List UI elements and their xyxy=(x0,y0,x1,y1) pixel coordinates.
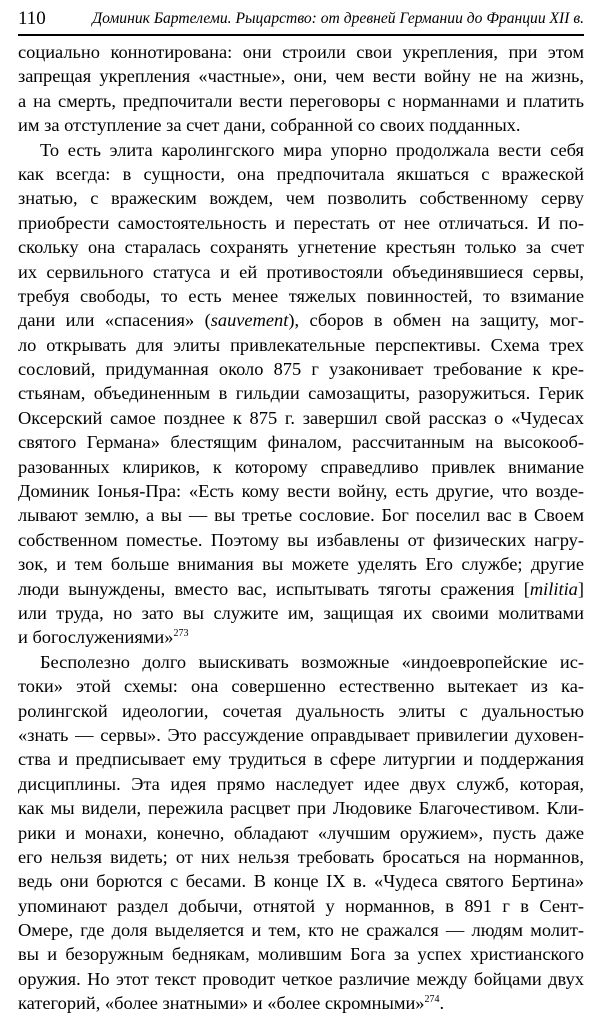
text-line: вы и безоружным беднякам, молившим Бога за успех христианского xyxy=(18,944,584,965)
text-line: «знать — сервы». Это рассуждение оправдывает привилегии духовен- xyxy=(18,724,584,745)
text-line: сословий, придуманная около 875 г узаконивает требование к кре- xyxy=(18,359,584,380)
text-line: Оксерский самое позднее к 875 г. завершил свой рассказ о «Чудесах xyxy=(18,407,584,428)
text-line: Омере, где доля выделяется и тем, кто не сражался — людям молит- xyxy=(18,920,584,941)
paragraph-2 xyxy=(18,138,584,650)
text-line: им за отступление за счет дани, собранной со своих подданных. xyxy=(18,115,521,136)
text-segment: и богослужениями» xyxy=(18,627,174,648)
text-line xyxy=(18,625,584,649)
text-line: запрещая укрепления «частные», они, чем вести войну не на жизнь, xyxy=(18,66,584,87)
text-line: ролингской идеологии, сочетая дуальность элиты с дуальностью xyxy=(18,700,584,721)
text-line: как мы видели, пережила расцвет при Людовике Благочестивом. Кли- xyxy=(18,798,584,819)
text-line: их сервильного статуса и ей противостояли объединявшиеся сервы, xyxy=(18,261,584,282)
text-segment: ), сборов в обмен на защиту, мог- xyxy=(288,310,584,331)
text-line: а на смерть, предпочитали вести переговоры с норманнами и платить xyxy=(18,90,584,111)
text-line: упоминают раздел добычи, отнятой у норманнов, в 891 г в Сент- xyxy=(18,895,584,916)
footnote-ref-273[interactable]: 273 xyxy=(173,628,189,640)
text-line: или труда, но зато вы служите им, защищая их своими молитвами xyxy=(18,602,584,623)
page-header xyxy=(18,6,584,36)
text-line: лывают землю, а вы — вы третье сословие. Бог поселил вас в Своем xyxy=(18,505,584,526)
text-segment: ] xyxy=(577,578,584,599)
body-text xyxy=(18,40,584,1016)
paragraph-1 xyxy=(18,40,584,138)
text-line: оружия. Но этот текст проводит четкое различие между бойцами двух xyxy=(18,968,584,989)
text-line: ло открывать для элиты привлекательные перспективы. Схема трех xyxy=(18,334,584,355)
text-line xyxy=(18,308,584,332)
text-line: как всегда: в сущности, она предпочитала якшаться с вражеской xyxy=(18,163,584,184)
term-sauvement: sauvement xyxy=(210,310,289,331)
text-line: скольку она старалась сохранять угнетение крестьян только за счет xyxy=(18,237,584,258)
text-line: святого Германа» блестящим финалом, рассчитанным на высокооб- xyxy=(18,432,584,453)
text-segment: дани или «спасения» ( xyxy=(18,310,211,331)
text-line: знатью, с вражеским вождем, чем позволить собственному серву xyxy=(18,188,584,209)
text-line: Доминик Іонья-Пра: «Есть кому вести войну, есть другие, что возде- xyxy=(18,481,584,502)
text-line: приобрести самостоятельность и перестать от нее отличаться. И по- xyxy=(18,212,584,233)
text-line: рики и монахи, конечно, обладают «лучшим оружием», пусть даже xyxy=(18,822,584,843)
text-line: его нельзя видеть; от них нельзя требовать бросаться на норманнов, xyxy=(18,846,584,867)
text-line xyxy=(18,577,584,601)
text-line: То есть элита каролингского мира упорно продолжала вести себя xyxy=(40,139,584,160)
sentence-end: . xyxy=(439,993,445,1014)
page-number: 110 xyxy=(18,8,46,29)
text-line: собственном поместье. Поэтому вы избавлены от физических нагру- xyxy=(18,529,584,550)
text-line: разованных клириков, к которому справедливо привлек внимание xyxy=(18,456,584,477)
text-segment: люди вынуждены, вместо вас, испытывать тяготы сражения [ xyxy=(18,578,530,599)
text-line: стьянам, объединенным в гильдии самозащиты, разоружиться. Герик xyxy=(18,383,584,404)
text-line: токи» этой схемы: она совершенно естественно вытекает из ка- xyxy=(18,676,584,697)
text-line: дисциплины. Эта идея прямо наследует идее двух служб, которая, xyxy=(18,773,584,794)
text-line xyxy=(18,991,584,1015)
text-line: ства и предписывает ему трудиться в сфере литургии и поддержания xyxy=(18,749,584,770)
term-militia: militia xyxy=(529,578,578,599)
footnote-ref-274[interactable]: 274 xyxy=(424,994,440,1006)
text-segment: категорий, «более знатными» и «более скромными» xyxy=(18,993,425,1014)
running-title: Доминик Бартелеми. Рыцарство: от древней Германии до Франции XII в. xyxy=(92,10,584,27)
text-line: социально коннотирована: они строили свои укрепления, при этом xyxy=(18,42,584,62)
text-line: Бесполезно долго выискивать возможные «индоевропейские ис- xyxy=(40,651,584,672)
text-line: ведь они борются с бесами. В конце IX в. «Чудеса святого Бертина» xyxy=(18,871,584,892)
text-line: зок, и тем больше внимания вы можете уделять Его службе; другие xyxy=(18,554,584,575)
text-line: требуя свободы, то есть менее тяжелых повинностей, то взимание xyxy=(18,285,584,306)
paragraph-3 xyxy=(18,650,584,1016)
